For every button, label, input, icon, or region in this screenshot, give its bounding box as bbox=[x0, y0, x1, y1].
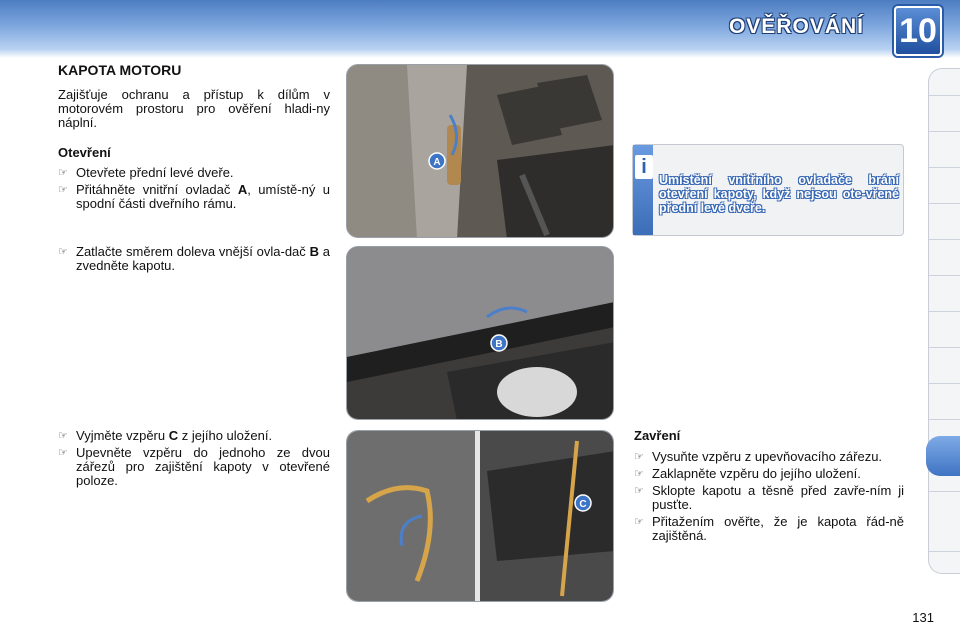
page-number: 131 bbox=[912, 610, 934, 625]
opening-steps-3 bbox=[58, 429, 330, 491]
opening-steps-2 bbox=[58, 245, 330, 276]
info-text: Umístění vnitřního ovladače brání otevření kapoty, když nejsou ote-vřené přední levé dveře. bbox=[659, 173, 899, 215]
pointing-hand-icon: ☞ bbox=[634, 468, 644, 480]
list-item: ☞ Sklopte kapotu a těsně před zavře-ním ji pusťte. bbox=[634, 483, 904, 512]
list-item: ☞ Zatlačte směrem doleva vnější ovla-dač B a zvedněte kapotu. bbox=[58, 244, 331, 273]
list-item: ☞ Otevřete přední levé dveře. bbox=[58, 165, 234, 180]
pointing-hand-icon: ☞ bbox=[634, 485, 644, 497]
photo-interior-lever bbox=[346, 64, 614, 238]
chapter-tab-active[interactable] bbox=[926, 436, 960, 476]
chapter-tabs bbox=[928, 68, 960, 574]
photo-prop-rod bbox=[346, 430, 614, 602]
info-icon: i bbox=[635, 155, 653, 179]
label-b: B bbox=[495, 339, 503, 350]
closing-steps bbox=[634, 450, 904, 546]
chapter-title: OVĚŘOVÁNÍ bbox=[728, 15, 864, 38]
list-item: ☞ Vysuňte vzpěru z upevňovacího zářezu. bbox=[634, 449, 883, 464]
section-title: KAPOTA MOTORU bbox=[58, 62, 182, 78]
pointing-hand-icon: ☞ bbox=[58, 167, 68, 179]
pointing-hand-icon: ☞ bbox=[634, 451, 644, 463]
list-item: ☞ Přitažením ověřte, že je kapota řád-ně zajištěná. bbox=[634, 514, 904, 543]
pointing-hand-icon: ☞ bbox=[58, 430, 68, 442]
label-a: A bbox=[433, 157, 441, 168]
pointing-hand-icon: ☞ bbox=[58, 184, 68, 196]
closing-heading: Zavření bbox=[634, 428, 681, 443]
pointing-hand-icon: ☞ bbox=[634, 516, 644, 528]
pointing-hand-icon: ☞ bbox=[58, 447, 68, 459]
list-item: ☞ Přitáhněte vnitřní ovladač A, umístě-ný u spodní části dveřního rámu. bbox=[58, 182, 331, 211]
opening-steps-1 bbox=[58, 166, 330, 214]
section-intro: Zajišťuje ochranu a přístup k dílům v motorovém prostoru pro ověření hladi-ny náplní. bbox=[58, 87, 330, 130]
list-item: ☞ Upevněte vzpěru do jednoho ze dvou zářezů pro zajištění kapoty v otevřené poloze. bbox=[58, 445, 330, 488]
opening-heading: Otevření bbox=[58, 145, 111, 160]
pointing-hand-icon: ☞ bbox=[58, 246, 68, 258]
label-c: C bbox=[579, 499, 587, 510]
chapter-number-badge: 10 bbox=[894, 6, 942, 56]
list-item: ☞ Zaklapněte vzpěru do jejího uložení. bbox=[634, 466, 861, 481]
info-box bbox=[632, 144, 904, 236]
list-item: ☞ Vyjměte vzpěru C z jejího uložení. bbox=[58, 428, 273, 443]
photo-bonnet-latch bbox=[346, 246, 614, 420]
